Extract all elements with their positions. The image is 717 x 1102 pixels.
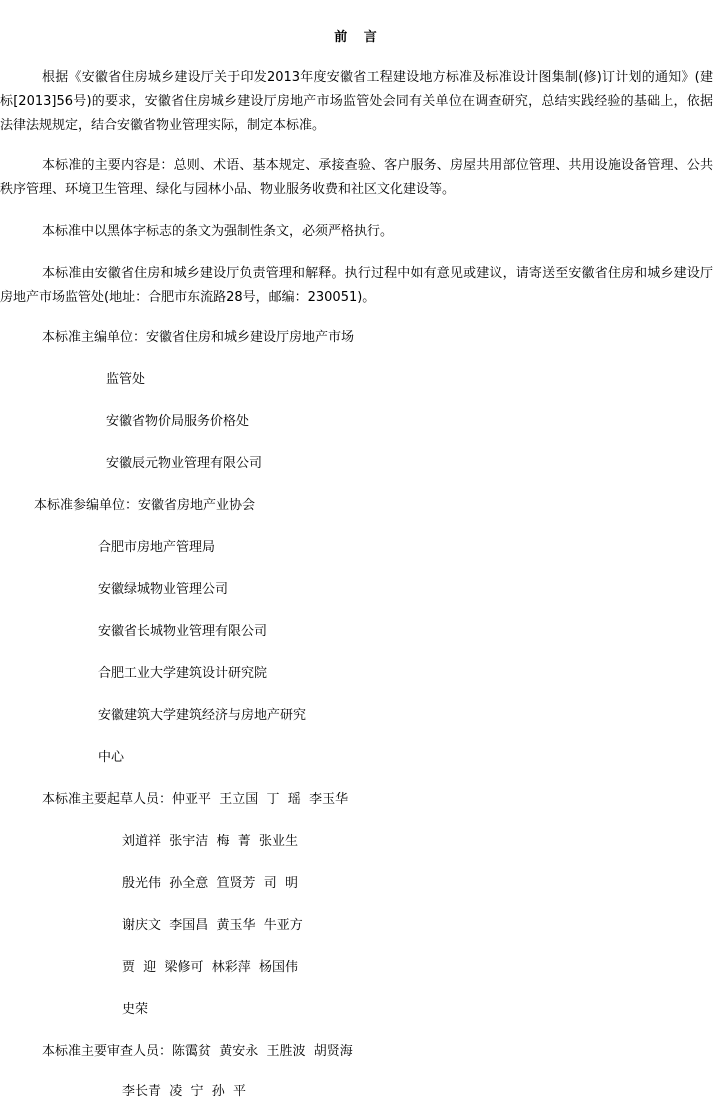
chief-editor-unit: 安徽省物价局服务价格处 — [106, 414, 250, 429]
chief-editor-label: 本标准主编单位： — [42, 330, 147, 345]
reviewer-names: 陈霭贫 黄安永 王胜波 胡贤海 — [172, 1044, 353, 1059]
paragraph-contents: 本标准的主要内容是：总则、术语、基本规定、承接查验、客户服务、房屋共用部位管理、共用设施设备管理、公共秩序管理、环境卫生管理、绿化与园林小品、物业服务收费和社区文化建设等。 — [0, 158, 713, 197]
participants-line — [34, 496, 255, 516]
drafter-names: 谢庆文 李国昌 黄玉华 牛亚方 — [122, 918, 303, 933]
participants-label: 本标准参编单位： — [34, 498, 139, 513]
drafters-line — [42, 790, 348, 810]
paragraph-background: 根据《安徽省住房城乡建设厅关于印发2013年度安徽省工程建设地方标准及标准设计图集制(修)订计划的通知》(建标[2013]56号)的要求，安徽省住房城乡建设厅房地产市场监管处会同有关单位在调查研究，总结实践经验的基础上，依据法律法规规定，结合安徽省物业管理实际，制定本标准。 — [0, 70, 713, 133]
reviewer-names: 李长青 凌 宁 孙 平 — [122, 1084, 247, 1099]
drafter-names: 史荣 — [122, 1002, 149, 1017]
drafter-names: 贾 迎 梁修可 林彩萍 杨国伟 — [122, 960, 299, 975]
chief-editor-unit: 监管处 — [106, 372, 146, 387]
drafter-names: 刘道祥 张宇洁 梅 菁 张业生 — [122, 834, 299, 849]
participant-unit: 安徽建筑大学建筑经济与房地产研究 — [98, 708, 307, 723]
drafters-label: 本标准主要起草人员： — [42, 792, 173, 807]
chief-editor-unit: 安徽省住房和城乡建设厅房地产市场 — [146, 330, 355, 345]
participant-unit: 中心 — [98, 750, 125, 765]
paragraph-mandatory: 本标准中以黑体字标志的条文为强制性条文，必须严格执行。 — [42, 224, 394, 239]
drafter-names: 仲亚平 王立国 丁 瑶 李玉华 — [172, 792, 349, 807]
participant-unit: 安徽省房地产业协会 — [138, 498, 256, 513]
participant-unit: 合肥工业大学建筑设计研究院 — [98, 666, 268, 681]
chief-editor-unit: 安徽辰元物业管理有限公司 — [106, 456, 263, 471]
participant-unit: 安徽绿城物业管理公司 — [98, 582, 229, 597]
participant-unit: 安徽省长城物业管理有限公司 — [98, 624, 268, 639]
paragraph-management: 本标准由安徽省住房和城乡建设厅负责管理和解释。执行过程中如有意见或建议，请寄送至安徽省住房和城乡建设厅房地产市场监管处(地址：合肥市东流路28号，邮编：230051)。 — [0, 266, 713, 305]
drafter-names: 殷光伟 孙全意 笪贤芳 司 明 — [122, 876, 299, 891]
chief-editor-line — [42, 328, 354, 348]
page-title: 前 言 — [334, 30, 383, 45]
reviewers-line — [42, 1042, 353, 1062]
participant-unit: 合肥市房地产管理局 — [98, 540, 216, 555]
reviewers-label: 本标准主要审查人员： — [42, 1044, 173, 1059]
